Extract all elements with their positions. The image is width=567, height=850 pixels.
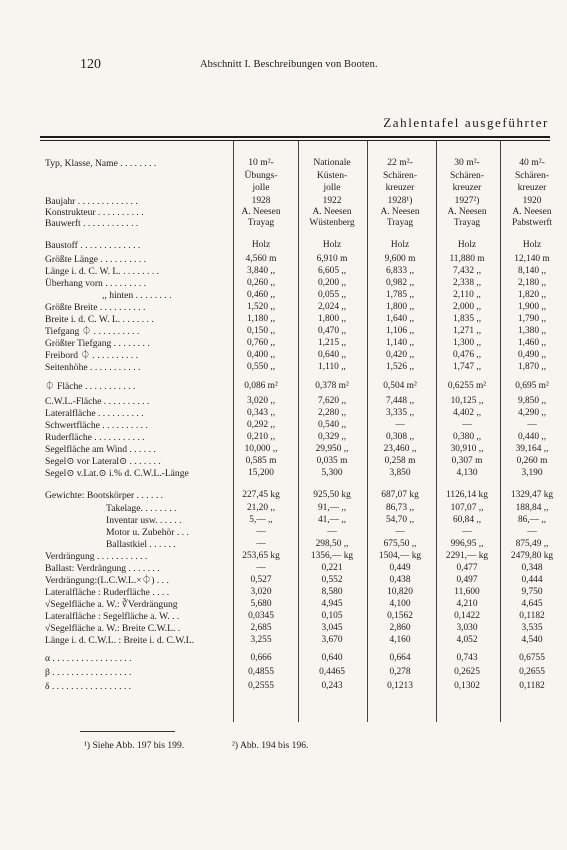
table-cell: 7,620 ,, xyxy=(317,396,347,406)
table-cell: A. Neesen xyxy=(312,207,352,217)
table-cell: 2,024 ,, xyxy=(317,302,347,312)
table-cell: 0,292 ,, xyxy=(246,420,276,430)
table-cell: 5,680 xyxy=(250,599,272,609)
table-cell: 0,2555 xyxy=(248,681,274,691)
table-cell: 4,052 xyxy=(456,635,478,645)
table-cell: 3,020 xyxy=(250,587,272,597)
table-cell: 1,640 ,, xyxy=(385,314,415,324)
table-cell: 1,110 ,, xyxy=(318,362,346,372)
row-label: Konstrukteur . . . . . . . . . . xyxy=(45,207,144,218)
table-cell: — xyxy=(256,539,266,549)
column-header: Schären- xyxy=(382,169,418,181)
footnote-rule xyxy=(80,731,175,732)
table-cell: 30,910 ,, xyxy=(450,444,484,454)
table-cell: 4,402 ,, xyxy=(452,408,482,418)
table-cell: 0,420 ,, xyxy=(385,350,415,360)
table-cell: 1,460 ,, xyxy=(517,338,547,348)
table-cell: — xyxy=(256,563,266,573)
row-label: Motor u. Zubehör . . . xyxy=(106,527,189,538)
table-cell: 2,280 ,, xyxy=(317,408,347,418)
row-label: Takelage. . . . . . . . xyxy=(106,503,177,514)
table-cell: 1927²) xyxy=(454,196,480,206)
table-cell: 0,982 ,, xyxy=(385,278,415,288)
row-label: Größter Tiefgang . . . . . . . . xyxy=(45,338,150,349)
table-cell: 0,6755 xyxy=(519,653,545,663)
table-cell: 3,335 ,, xyxy=(385,408,415,418)
table-cell: 1,800 ,, xyxy=(385,302,415,312)
table-cell: 0,1182 xyxy=(519,611,545,621)
running-head: Abschnitt I. Beschreibungen von Booten. xyxy=(200,59,378,70)
table-cell: 1928¹) xyxy=(387,196,413,206)
table-cell: 0,035 m xyxy=(316,456,348,466)
header-label: Typ, Klasse, Name . . . . . . . . xyxy=(45,158,157,169)
row-label: ,, hinten . . . . . . . . xyxy=(102,290,172,301)
table-cell: 0,378 m² xyxy=(315,381,349,391)
table-cell: 1356,— kg xyxy=(310,551,354,561)
table-cell: 0,343 ,, xyxy=(246,408,276,418)
table-cell: 0,1213 xyxy=(387,681,413,691)
table-cell: 0,440 ,, xyxy=(517,432,547,442)
table-cell: 3,020 ,, xyxy=(246,396,276,406)
row-label: Ruderfläche . . . . . . . . . . . xyxy=(45,432,145,443)
row-label: Größte Länge . . . . . . . . . . xyxy=(45,254,146,265)
table-cell: Wüstenberg xyxy=(309,218,355,228)
table-cell: 0,477 xyxy=(456,563,478,573)
row-label: δ . . . . . . . . . . . . . . . . . xyxy=(45,681,132,692)
row-label: Schwertfläche . . . . . . . . . . xyxy=(45,420,148,431)
table-cell: 4,130 xyxy=(456,468,478,478)
table-cell: 6,605 ,, xyxy=(317,266,347,276)
row-label: ⏀ Fläche . . . . . . . . . . . xyxy=(45,381,136,392)
table-cell: 4,290 ,, xyxy=(517,408,547,418)
table-cell: 3,045 xyxy=(321,623,343,633)
table-cell: 0,260 ,, xyxy=(246,278,276,288)
table-cell: 0,260 m xyxy=(516,456,548,466)
table-cell: 0,449 xyxy=(389,563,411,573)
column-divider xyxy=(500,141,501,722)
table-cell: 4,645 xyxy=(521,599,543,609)
table-cell: 8,580 xyxy=(321,587,343,597)
table-cell: 0,540 ,, xyxy=(317,420,347,430)
table-cell: 0,258 m xyxy=(384,456,416,466)
table-cell: 6,910 m xyxy=(316,254,348,264)
table-cell: 875,49 ,, xyxy=(515,539,549,549)
row-label: Ballast: Verdrängung . . . . . . . xyxy=(45,563,160,574)
table-cell: 4,540 xyxy=(521,635,543,645)
row-label: Lateralfläche . . . . . . . . . . xyxy=(45,408,144,419)
table-cell: 0,400 ,, xyxy=(246,350,276,360)
table-cell: 0,1182 xyxy=(519,681,545,691)
table-cell: 0,1422 xyxy=(454,611,480,621)
column-header: Übungs- xyxy=(244,169,278,181)
table-cell: 0,1562 xyxy=(387,611,413,621)
row-label: Gewichte: Bootskörper . . . . . . xyxy=(45,490,164,501)
column-header: kreuzer xyxy=(385,182,415,193)
table-cell: 3,030 xyxy=(456,623,478,633)
table-cell: 0,585 m xyxy=(245,456,277,466)
column-header: kreuzer xyxy=(452,182,482,193)
table-cell: 2291,— kg xyxy=(445,551,489,561)
row-label: C.W.L.-Fläche . . . . . . . . . . xyxy=(45,396,150,407)
table-cell: 4,945 xyxy=(321,599,343,609)
row-label: Verdrängung:(L.C.W.L.×⏀) . . . xyxy=(45,575,169,586)
table-cell: 29,950 ,, xyxy=(315,444,349,454)
table-top-rule-thick xyxy=(40,136,550,138)
table-cell: 1,835 ,, xyxy=(452,314,482,324)
table-cell: 1,526 ,, xyxy=(385,362,415,372)
column-divider xyxy=(436,141,437,722)
table-cell: 6,833 ,, xyxy=(385,266,415,276)
table-cell: 0,086 m² xyxy=(244,381,278,391)
column-divider xyxy=(233,141,234,722)
table-cell: 86,— ,, xyxy=(517,515,547,525)
row-label: Baustoff . . . . . . . . . . . . . xyxy=(45,240,141,251)
table-cell: 1126,14 kg xyxy=(446,490,488,500)
table-cell: 0,504 m² xyxy=(383,381,417,391)
table-cell: 9,750 xyxy=(521,587,543,597)
table-cell: 0,380 ,, xyxy=(452,432,482,442)
table-cell: 1,900 ,, xyxy=(517,302,547,312)
table-cell: 2,000 ,, xyxy=(452,302,482,312)
table-cell: — xyxy=(527,527,537,537)
column-header: 40 m²- xyxy=(519,157,545,168)
table-cell: 996,95 ,, xyxy=(450,539,484,549)
table-cell: — xyxy=(395,420,405,430)
table-cell: 91,— ,, xyxy=(317,503,347,513)
table-cell: 675,50 ,, xyxy=(383,539,417,549)
table-cell: 0,527 xyxy=(250,575,272,585)
column-header: jolle xyxy=(252,182,270,193)
table-cell: 0,4855 xyxy=(248,667,274,677)
table-cell: 1,790 ,, xyxy=(517,314,547,324)
table-cell: 0,243 xyxy=(321,681,343,691)
table-cell: 0,150 ,, xyxy=(246,326,276,336)
table-cell: 0,200 ,, xyxy=(317,278,347,288)
table-cell: 2,110 ,, xyxy=(453,290,481,300)
row-label: β . . . . . . . . . . . . . . . . . xyxy=(45,667,132,678)
table-cell: Holz xyxy=(390,240,410,250)
page-number: 120 xyxy=(80,57,101,72)
row-label: Überhang vorn . . . . . . . . . xyxy=(45,278,146,289)
table-cell: 1,106 ,, xyxy=(385,326,415,336)
table-cell: 1,300 ,, xyxy=(452,338,482,348)
table-cell: 227,45 kg xyxy=(242,490,280,500)
table-cell: 0,640 xyxy=(321,653,343,663)
table-cell: A. Neesen xyxy=(447,207,487,217)
table-cell: 0,497 xyxy=(456,575,478,585)
table-cell: 7,448 ,, xyxy=(385,396,415,406)
row-label: Lateralfläche : Ruderfläche . . . . xyxy=(45,587,170,598)
table-cell: 5,— ,, xyxy=(249,515,273,525)
table-cell: 4,160 xyxy=(389,635,411,645)
table-cell: 925,50 kg xyxy=(313,490,351,500)
table-cell: 5,300 xyxy=(321,468,343,478)
table-cell: 3,190 xyxy=(521,468,543,478)
table-cell: 0,210 ,, xyxy=(246,432,276,442)
row-label: Segel⊙ vor Lateral⊙ . . . . . . . xyxy=(45,456,161,467)
row-label: Segelfläche am Wind . . . . . . xyxy=(45,444,156,455)
table-cell: A. Neesen xyxy=(380,207,420,217)
column-header: 22 m²- xyxy=(387,157,413,168)
table-cell: 2,338 ,, xyxy=(452,278,482,288)
table-cell: 3,850 xyxy=(389,468,411,478)
table-cell: 11,600 xyxy=(454,587,480,597)
table-cell: 1,747 ,, xyxy=(452,362,482,372)
table-cell: 0,307 m xyxy=(451,456,483,466)
table-cell: 10,000 ,, xyxy=(244,444,278,454)
table-cell: Trayag xyxy=(386,218,414,228)
table-cell: 3,840 ,, xyxy=(246,266,276,276)
table-cell: — xyxy=(395,527,405,537)
table-cell: Holz xyxy=(522,240,542,250)
table-cell: 10,125 ,, xyxy=(450,396,484,406)
row-label: √Segelfläche a. W.: ∛Verdrängung xyxy=(45,599,178,610)
table-cell: 1504,— kg xyxy=(378,551,422,561)
table-cell: 1,271 ,, xyxy=(452,326,482,336)
table-cell: 0,1302 xyxy=(454,681,480,691)
table-cell: 188,84 ,, xyxy=(515,503,549,513)
table-cell: 1,520 ,, xyxy=(246,302,276,312)
table-cell: 23,460 ,, xyxy=(383,444,417,454)
table-cell: 4,560 m xyxy=(245,254,277,264)
row-label: Tiefgang ⏀ . . . . . . . . . . xyxy=(45,326,140,337)
footnote-1: ¹) Siehe Abb. 197 bis 199. xyxy=(84,740,185,751)
table-cell: Holz xyxy=(251,240,271,250)
table-cell: 60,84 ,, xyxy=(452,515,482,525)
table-cell: 0,552 xyxy=(321,575,343,585)
table-cell: 86,73 ,, xyxy=(385,503,415,513)
table-top-rule-thin xyxy=(40,140,550,141)
table-cell: 2,180 ,, xyxy=(517,278,547,288)
table-cell: 8,140 ,, xyxy=(517,266,547,276)
column-header: Nationale xyxy=(313,157,351,168)
table-cell: 0,640 ,, xyxy=(317,350,347,360)
table-cell: 1329,47 kg xyxy=(510,490,554,500)
table-cell: 0,055 ,, xyxy=(317,290,347,300)
table-cell: 0,664 xyxy=(389,653,411,663)
row-label: Länge i. d. C. W. L. . . . . . . . . xyxy=(45,266,160,277)
table-cell: 0,743 xyxy=(456,653,478,663)
row-label: Verdrängung . . . . . . . . . . . xyxy=(45,551,148,562)
table-cell: 12,140 m xyxy=(514,254,550,264)
row-label: Seitenhöhe . . . . . . . . . . . xyxy=(45,362,141,373)
table-cell: 4,100 xyxy=(389,599,411,609)
row-label: Lateralfläche : Segelfläche a. W. . . xyxy=(45,611,180,622)
table-cell: Pabstwerft xyxy=(511,218,553,228)
table-cell: 298,50 ,, xyxy=(315,539,349,549)
row-label: √Segelfläche a. W.: Breite C.W.L. . xyxy=(45,623,181,634)
table-cell: 1,800 ,, xyxy=(317,314,347,324)
table-cell: — xyxy=(462,527,472,537)
row-label: Segel⊙ v.Lat.⊙ i.% d. C.W.L.-Länge xyxy=(45,468,189,479)
table-cell: 21,20 ,, xyxy=(246,503,276,513)
table-cell: 2,860 xyxy=(389,623,411,633)
table-cell: 107,07 ,, xyxy=(450,503,484,513)
row-label: Freibord ⏀ . . . . . . . . . . xyxy=(45,350,139,361)
table-cell: 15,200 xyxy=(248,468,274,478)
footnote-2: ²) Abb. 194 bis 196. xyxy=(232,740,309,751)
table-cell: — xyxy=(256,527,266,537)
row-label: Inventar usw. . . . . . xyxy=(106,515,182,526)
table-cell: Trayag xyxy=(453,218,481,228)
table-cell: 1,785 ,, xyxy=(385,290,415,300)
table-cell: 54,70 ,, xyxy=(385,515,415,525)
table-cell: 4,210 xyxy=(456,599,478,609)
table-cell: 0,550 ,, xyxy=(246,362,276,372)
table-cell: — xyxy=(462,420,472,430)
table-cell: 41,— ,, xyxy=(317,515,347,525)
table-cell: 11,880 m xyxy=(449,254,485,264)
column-header: kreuzer xyxy=(517,182,547,193)
table-cell: 253,65 kg xyxy=(242,551,280,561)
table-cell: 2479,80 kg xyxy=(510,551,554,561)
table-cell: 0,470 ,, xyxy=(317,326,347,336)
column-header: Küsten- xyxy=(316,169,348,181)
row-label: Baujahr . . . . . . . . . . . . . xyxy=(45,196,138,207)
table-cell: 0,444 xyxy=(521,575,543,585)
table-cell: 0,760 ,, xyxy=(246,338,276,348)
column-divider xyxy=(367,141,368,722)
table-cell: 0,4465 xyxy=(319,667,345,677)
table-cell: — xyxy=(527,420,537,430)
table-cell: 0,2655 xyxy=(519,667,545,677)
table-cell: 1,180 ,, xyxy=(246,314,276,324)
column-divider xyxy=(298,141,299,722)
table-cell: A. Neesen xyxy=(512,207,552,217)
table-cell: 0,490 ,, xyxy=(517,350,547,360)
table-cell: 7,432 ,, xyxy=(452,266,482,276)
table-cell: 1,215 ,, xyxy=(317,338,347,348)
table-cell: Holz xyxy=(457,240,477,250)
table-cell: 0,6255 m² xyxy=(447,381,487,391)
column-header: 10 m²- xyxy=(248,157,274,168)
table-cell: 0,105 xyxy=(321,611,343,621)
table-cell: 1,380 ,, xyxy=(517,326,547,336)
table-cell: 0,0345 xyxy=(248,611,274,621)
row-label: Breite i. d. C. W. L. . . . . . . . xyxy=(45,314,154,325)
table-cell: 1,820 ,, xyxy=(517,290,547,300)
table-cell: 1,140 ,, xyxy=(385,338,415,348)
table-cell: 3,535 xyxy=(521,623,543,633)
table-cell: 3,670 xyxy=(321,635,343,645)
table-cell: 9,850 ,, xyxy=(517,396,547,406)
table-cell: 9,600 m xyxy=(384,254,416,264)
table-cell: 1928 xyxy=(251,196,271,206)
table-cell: Trayag xyxy=(247,218,275,228)
table-cell: 0,476 ,, xyxy=(452,350,482,360)
table-cell: 39,164 ,, xyxy=(515,444,549,454)
table-cell: 1,870 ,, xyxy=(517,362,547,372)
table-cell: 0,695 m² xyxy=(515,381,549,391)
table-cell: 0,221 xyxy=(321,563,343,573)
table-cell: 0,329 ,, xyxy=(317,432,347,442)
column-header: Schären- xyxy=(449,169,485,181)
row-label: Größte Breite . . . . . . . . . . xyxy=(45,302,146,313)
table-cell: A. Neesen xyxy=(241,207,281,217)
table-cell: Holz xyxy=(322,240,342,250)
table-cell: 687,07 kg xyxy=(381,490,419,500)
table-cell: 1920 xyxy=(522,196,542,206)
table-cell: — xyxy=(327,527,337,537)
table-cell: 0,460 ,, xyxy=(246,290,276,300)
table-cell: 1922 xyxy=(322,196,342,206)
column-header: jolle xyxy=(323,182,341,193)
row-label: Bauwerft . . . . . . . . . . . . xyxy=(45,218,139,229)
table-cell: 0,666 xyxy=(250,653,272,663)
table-cell: 0,2625 xyxy=(454,667,480,677)
row-label: α . . . . . . . . . . . . . . . . . xyxy=(45,653,132,664)
table-cell: 3,255 xyxy=(250,635,272,645)
table-cell: 10,820 xyxy=(387,587,413,597)
table-title: Zahlentafel ausgeführter xyxy=(383,115,549,130)
table-cell: 0,348 xyxy=(521,563,543,573)
table-cell: 2,685 xyxy=(250,623,272,633)
table-cell: 0,308 ,, xyxy=(385,432,415,442)
row-label: Länge i. d. C.W.L. : Breite i. d. C.W.L. xyxy=(45,635,195,646)
table-cell: 0,438 xyxy=(389,575,411,585)
table-cell: 0,278 xyxy=(389,667,411,677)
row-label: Ballastkiel . . . . . . xyxy=(106,539,176,550)
column-header: 30 m²- xyxy=(454,157,480,168)
column-header: Schären- xyxy=(514,169,550,181)
